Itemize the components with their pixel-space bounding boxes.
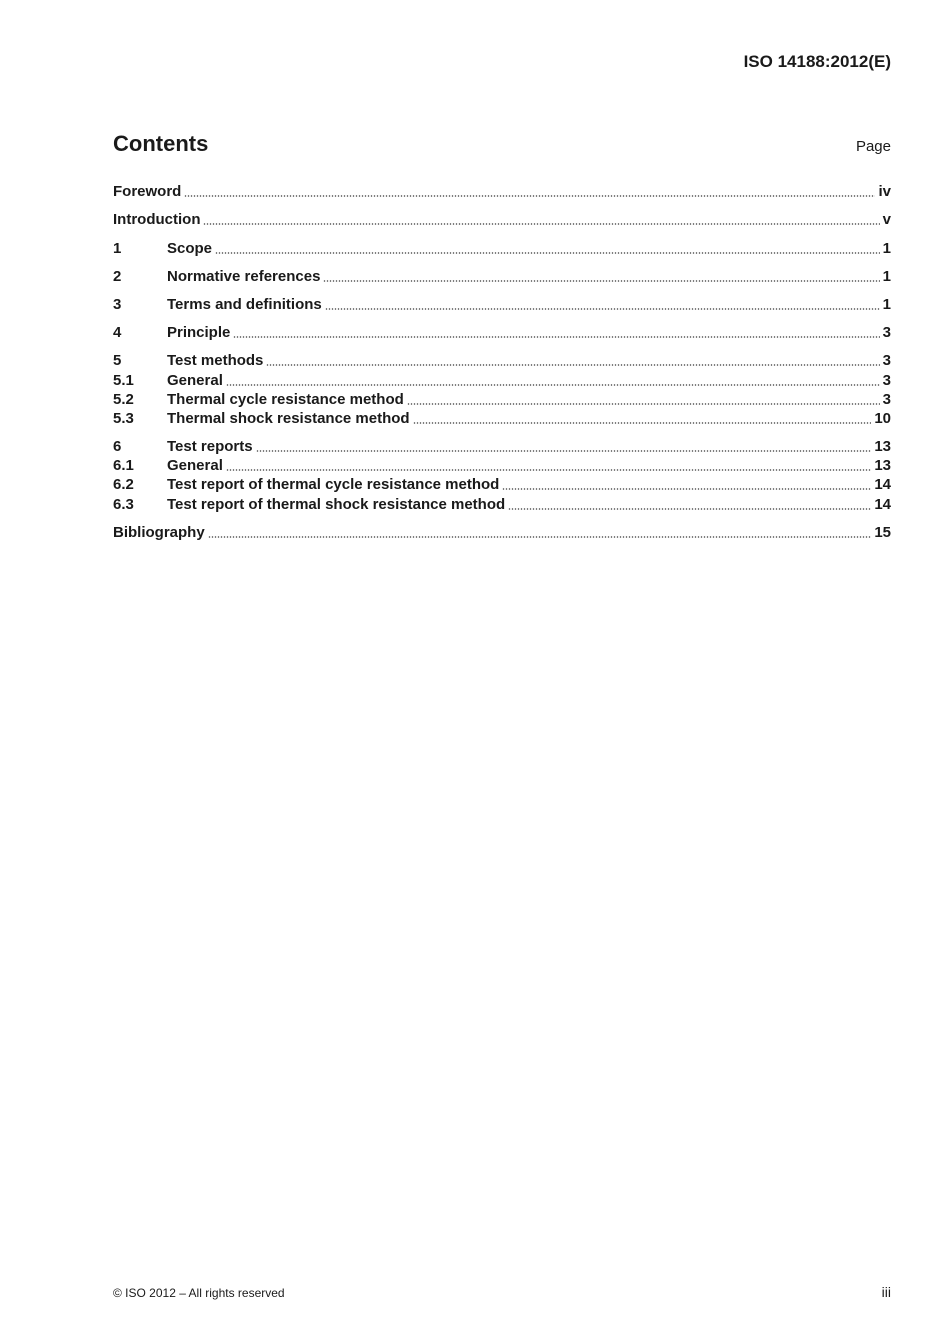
- toc-entry-title: Principle: [167, 324, 231, 341]
- toc-entry-number: 2: [113, 268, 122, 285]
- dot-leader: [266, 364, 879, 366]
- toc-entry-number: 6.1: [113, 457, 134, 474]
- toc-entry-page: 1: [882, 268, 891, 285]
- dot-leader: [226, 384, 880, 386]
- dot-leader: [325, 308, 880, 310]
- toc-entry-number: 6: [113, 438, 122, 455]
- dot-leader: [413, 422, 872, 424]
- toc-entry-page: 3: [882, 372, 891, 389]
- toc-entry-title: Foreword: [113, 183, 182, 200]
- dot-leader: [233, 336, 879, 338]
- dot-leader: [502, 488, 871, 490]
- toc-entry[interactable]: [113, 182, 891, 201]
- toc-entry[interactable]: [113, 295, 891, 314]
- dot-leader: [203, 223, 879, 225]
- toc-entry-page: iv: [878, 183, 891, 200]
- toc-entry[interactable]: [113, 495, 891, 514]
- toc-entry[interactable]: [113, 323, 891, 342]
- toc-entry-page: 15: [874, 524, 891, 541]
- toc-entry-title: Test report of thermal shock resistance method: [167, 496, 506, 513]
- toc-entry-title: Thermal shock resistance method: [167, 410, 410, 427]
- toc-entry-number: 6.2: [113, 476, 134, 493]
- toc-entry-page: 10: [874, 410, 891, 427]
- toc-entry[interactable]: [113, 351, 891, 370]
- page-title: Contents: [113, 131, 209, 156]
- toc-entry[interactable]: [113, 437, 891, 456]
- toc-entry-title: Test methods: [167, 352, 264, 369]
- dot-leader: [323, 280, 879, 282]
- dot-leader: [226, 469, 871, 471]
- toc-entry-title: Test report of thermal cycle resistance method: [167, 476, 500, 493]
- dot-leader: [208, 536, 872, 538]
- toc-entry-number: 6.3: [113, 496, 134, 513]
- toc-entry-number: 1: [113, 240, 122, 257]
- toc-entry-title: Introduction: [113, 211, 201, 228]
- toc-entry-number: 5.1: [113, 372, 134, 389]
- toc-entry-title: Test reports: [167, 438, 253, 455]
- dot-leader: [407, 403, 880, 405]
- toc-entry[interactable]: [113, 390, 891, 409]
- toc-entry-page: 13: [874, 438, 891, 455]
- toc-entry-page: 1: [882, 240, 891, 257]
- toc-entry-number: 4: [113, 324, 122, 341]
- toc-entry-title: Bibliography: [113, 524, 205, 541]
- toc-entry-title: Terms and definitions: [167, 296, 322, 313]
- page-number: iii: [881, 1284, 891, 1300]
- toc-entry-page: 13: [874, 457, 891, 474]
- toc-entry[interactable]: [113, 523, 891, 542]
- toc-entry[interactable]: [113, 239, 891, 258]
- toc-entry-number: 5: [113, 352, 122, 369]
- toc-entry-page: 14: [874, 496, 891, 513]
- toc-entry-page: 3: [882, 352, 891, 369]
- copyright-notice: © ISO 2012 – All rights reserved: [113, 1286, 285, 1300]
- dot-leader: [508, 508, 871, 510]
- toc-entry[interactable]: [113, 267, 891, 286]
- toc-entry[interactable]: [113, 475, 891, 494]
- toc-entry-title: General: [167, 372, 223, 389]
- document-id: ISO 14188:2012(E): [743, 52, 891, 71]
- toc-entry-page: 14: [874, 476, 891, 493]
- toc-entry-number: 5.3: [113, 410, 134, 427]
- toc-entry-number: 5.2: [113, 391, 134, 408]
- toc-entry-page: v: [882, 211, 891, 228]
- toc-entry-title: Thermal cycle resistance method: [167, 391, 404, 408]
- page-column-label: Page: [855, 138, 891, 155]
- toc-entry[interactable]: [113, 409, 891, 428]
- toc-entry-page: 3: [882, 324, 891, 341]
- toc-entry-number: 3: [113, 296, 122, 313]
- toc-entry-title: General: [167, 457, 223, 474]
- dot-leader: [256, 450, 872, 452]
- dot-leader: [184, 195, 875, 197]
- toc-entry-title: Normative references: [167, 268, 321, 285]
- toc-entry[interactable]: [113, 456, 891, 475]
- toc-entry[interactable]: [113, 210, 891, 229]
- toc-entry[interactable]: [113, 371, 891, 390]
- dot-leader: [215, 252, 880, 254]
- toc-entry-page: 3: [882, 391, 891, 408]
- toc-entry-title: Scope: [167, 240, 213, 257]
- toc-entry-page: 1: [882, 296, 891, 313]
